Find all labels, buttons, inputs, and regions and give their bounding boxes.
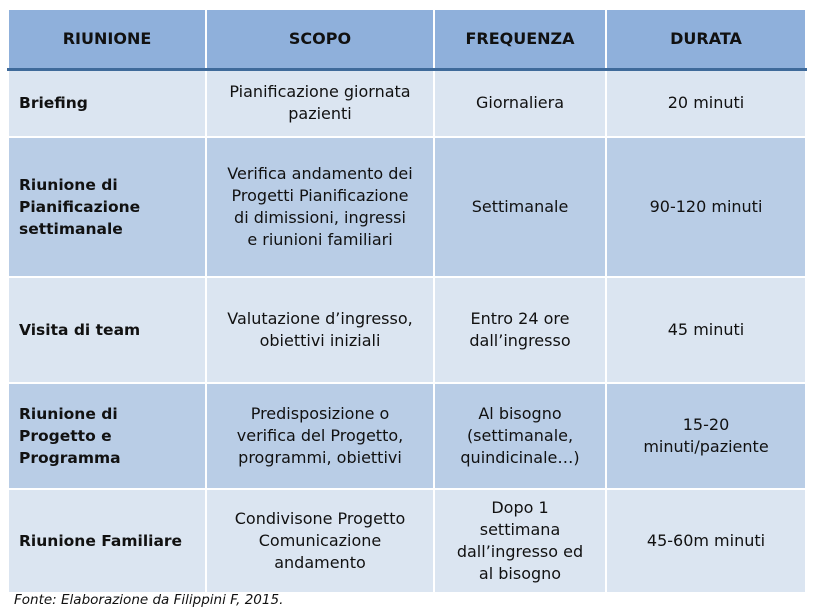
cell-riunione: Riunione Familiare <box>8 489 206 593</box>
cell-durata: 90-120 minuti <box>606 137 806 277</box>
cell-riunione: Briefing <box>8 69 206 137</box>
cell-riunione: Visita di team <box>8 277 206 383</box>
cell-frequenza: Settimanale <box>434 137 606 277</box>
cell-frequenza: Al bisogno (settimanale, quindicinale…) <box>434 383 606 489</box>
table-row <box>8 383 806 489</box>
cell-riunione: Riunione di Progetto e Programma <box>8 383 206 489</box>
table-header-row <box>8 9 806 69</box>
cell-scopo: Condivisone Progetto Comunicazione andamento <box>206 489 434 593</box>
cell-riunione: Riunione di Pianificazione settimanale <box>8 137 206 277</box>
cell-frequenza: Entro 24 ore dall’ingresso <box>434 277 606 383</box>
cell-frequenza: Dopo 1 settimana dall’ingresso ed al bisogno <box>434 489 606 593</box>
table-row <box>8 69 806 137</box>
cell-durata: 15-20 minuti/paziente <box>606 383 806 489</box>
cell-durata: 45 minuti <box>606 277 806 383</box>
cell-scopo: Verifica andamento dei Progetti Pianificazione di dimissioni, ingressi e riunioni familiari <box>206 137 434 277</box>
cell-durata: 20 minuti <box>606 69 806 137</box>
header-frequenza: FREQUENZA <box>434 9 606 69</box>
header-riunione: RIUNIONE <box>8 9 206 69</box>
meetings-table <box>7 8 807 594</box>
table-row <box>8 277 806 383</box>
header-durata: DURATA <box>606 9 806 69</box>
table-row <box>8 489 806 593</box>
cell-frequenza: Giornaliera <box>434 69 606 137</box>
cell-scopo: Pianificazione giornata pazienti <box>206 69 434 137</box>
cell-scopo: Valutazione d’ingresso, obiettivi iniziali <box>206 277 434 383</box>
header-scopo: SCOPO <box>206 9 434 69</box>
cell-durata: 45-60m minuti <box>606 489 806 593</box>
source-caption: Fonte: Elaborazione da Filippini F, 2015. <box>14 592 284 608</box>
table-row <box>8 137 806 277</box>
cell-scopo: Predisposizione o verifica del Progetto, programmi, obiettivi <box>206 383 434 489</box>
